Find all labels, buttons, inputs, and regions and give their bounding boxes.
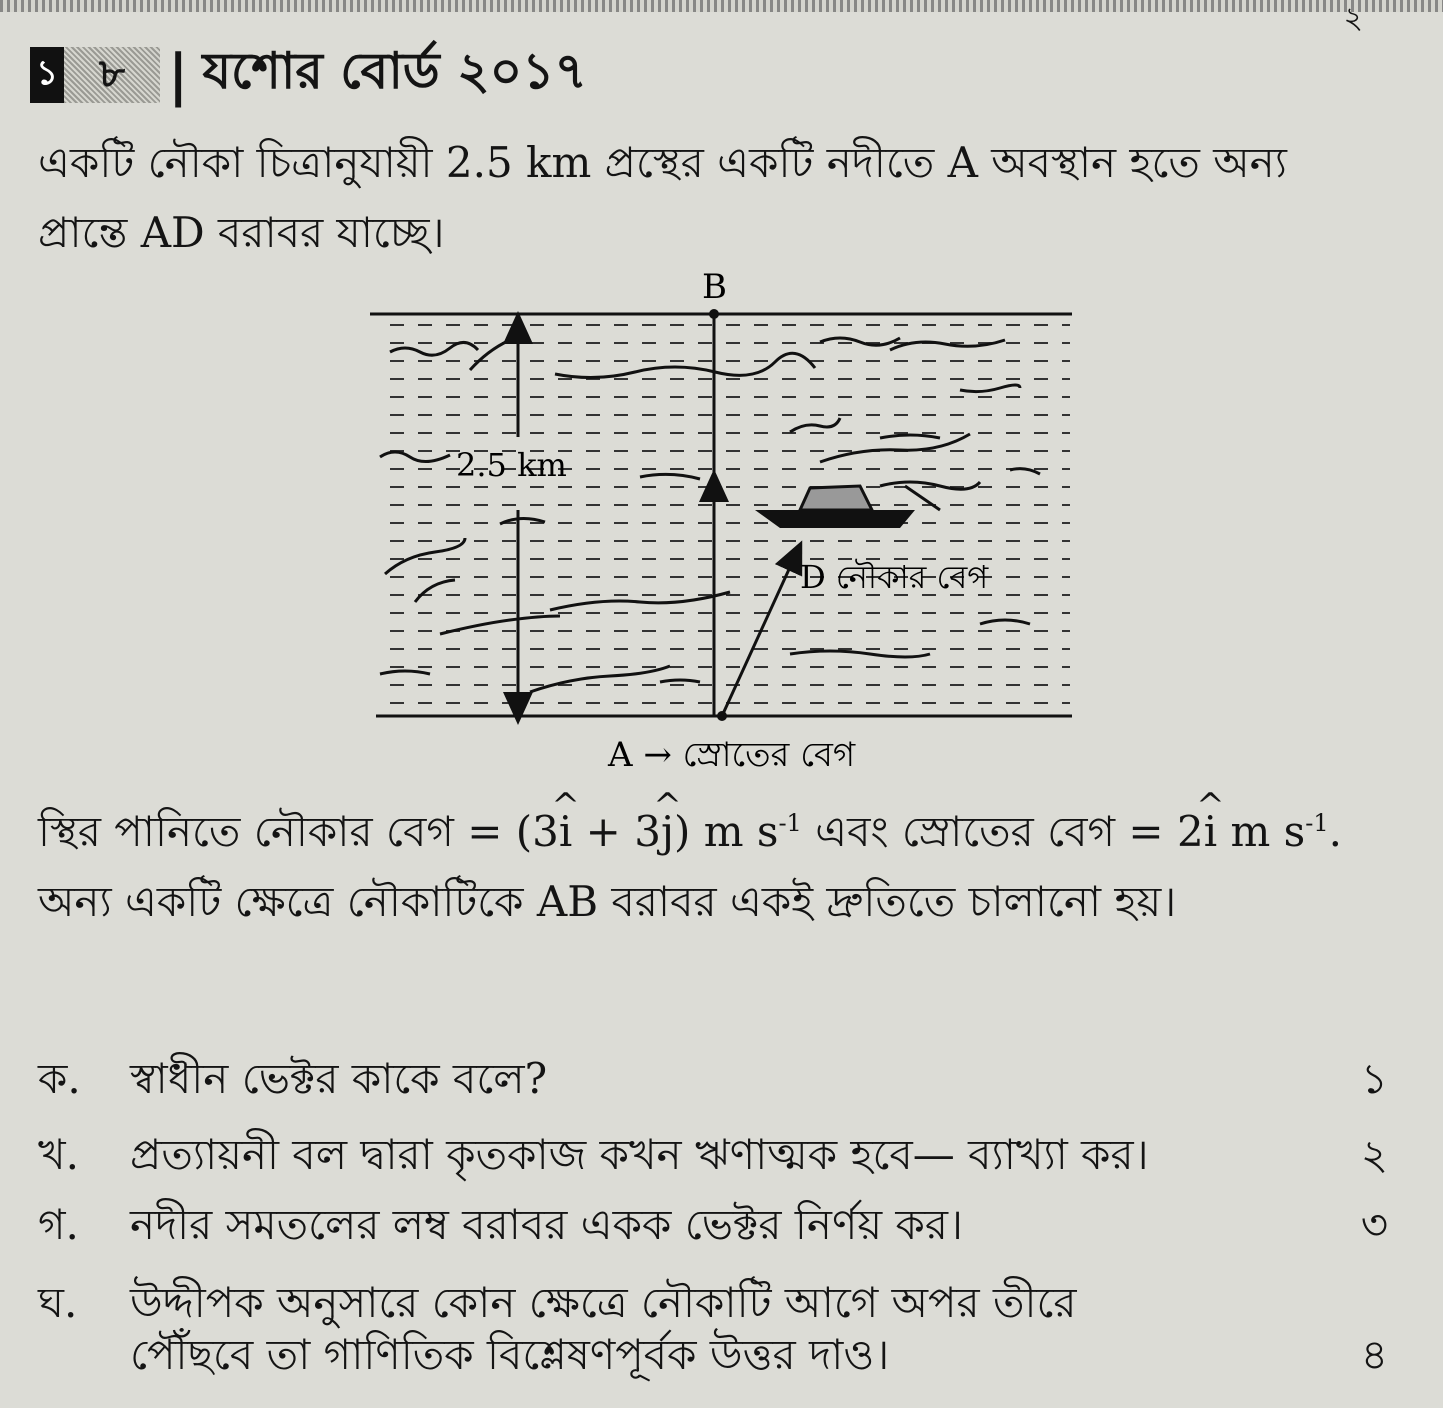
question-text: নদীর সমতলের লম্ব বরাবর একক ভেক্টর নির্ণয় কর। <box>130 1200 963 1249</box>
question-label: খ. <box>38 1130 79 1179</box>
question-marks: ৪ <box>1360 1330 1388 1379</box>
question-text: উদ্দীপক অনুসারে কোন ক্ষেত্রে নৌকাটি আগে অপর তীরে <box>130 1278 1077 1327</box>
stem-intro: একটি নৌকা চিত্রানুযায়ী 2.5 km প্রস্থের একটি নদীতে A অবস্থান হতে অন্য প্রান্তে AD বরাবর যাচ্ছে। <box>38 138 1287 257</box>
question-number-prefix: ১ <box>30 47 64 103</box>
stem-text: এবং স্রোতের বেগ = 2 <box>801 807 1204 856</box>
question-marks: ৩ <box>1360 1200 1388 1249</box>
question-marks: ১ <box>1360 1054 1388 1103</box>
stem-velocities <box>38 788 1378 937</box>
stem-text: ) m s <box>673 807 779 856</box>
stem-text: স্থির পানিতে নৌকার বেগ = (3 <box>38 807 559 856</box>
question-label: ক. <box>38 1054 81 1103</box>
river-diagram <box>360 262 1080 792</box>
question-marks: ২ <box>1360 1130 1388 1179</box>
question-label: গ. <box>38 1200 79 1249</box>
question-ga <box>38 1192 1388 1263</box>
label-width: 2.5 km <box>456 446 567 484</box>
stem-text: m s <box>1217 807 1306 856</box>
question-text: পৌঁছবে তা গাণিতিক বিশ্লেষণপূর্বক উত্তর দাও। <box>130 1330 890 1379</box>
question-text: প্রত্যায়নী বল দ্বারা কৃতকাজ কখন ঋণাত্মক হবে— ব্যাখ্যা কর। <box>130 1130 1149 1179</box>
question-number-box <box>30 42 160 108</box>
header-separator: | <box>168 42 189 108</box>
question-kha <box>38 1122 1388 1193</box>
question-header <box>30 42 587 108</box>
label-bottom: A → স্রোতের বেগ <box>608 735 856 775</box>
board-title: যশোর বোর্ড ২০১৭ <box>202 40 588 100</box>
label-d: D নৌকার বেগ <box>800 558 989 596</box>
unit-vector-i: ^ i <box>559 797 572 867</box>
exponent: -1 <box>1305 809 1329 837</box>
unit-vector-i: ^ i <box>1204 797 1217 867</box>
stem-text: + 3 <box>572 807 661 856</box>
label-b: B <box>702 267 727 307</box>
question-ka <box>38 1046 1388 1117</box>
point-b <box>709 309 719 319</box>
question-text: স্বাধীন ভেক্টর কাকে বলে? <box>130 1054 548 1103</box>
question-number: ৮ <box>64 47 160 103</box>
question-label: ঘ. <box>38 1278 78 1327</box>
decorative-border <box>0 0 1443 12</box>
exponent: -1 <box>778 809 802 837</box>
unit-vector-j: ^ j <box>661 797 674 867</box>
stem-text: . অন্য একটি ক্ষেত্রে নৌকাটিকে AB বরাবর একই দ্রুতিতে চালানো হয়। <box>38 807 1342 926</box>
question-gha-continued <box>130 1322 1388 1393</box>
page-corner-mark: ২ <box>1343 1 1363 36</box>
